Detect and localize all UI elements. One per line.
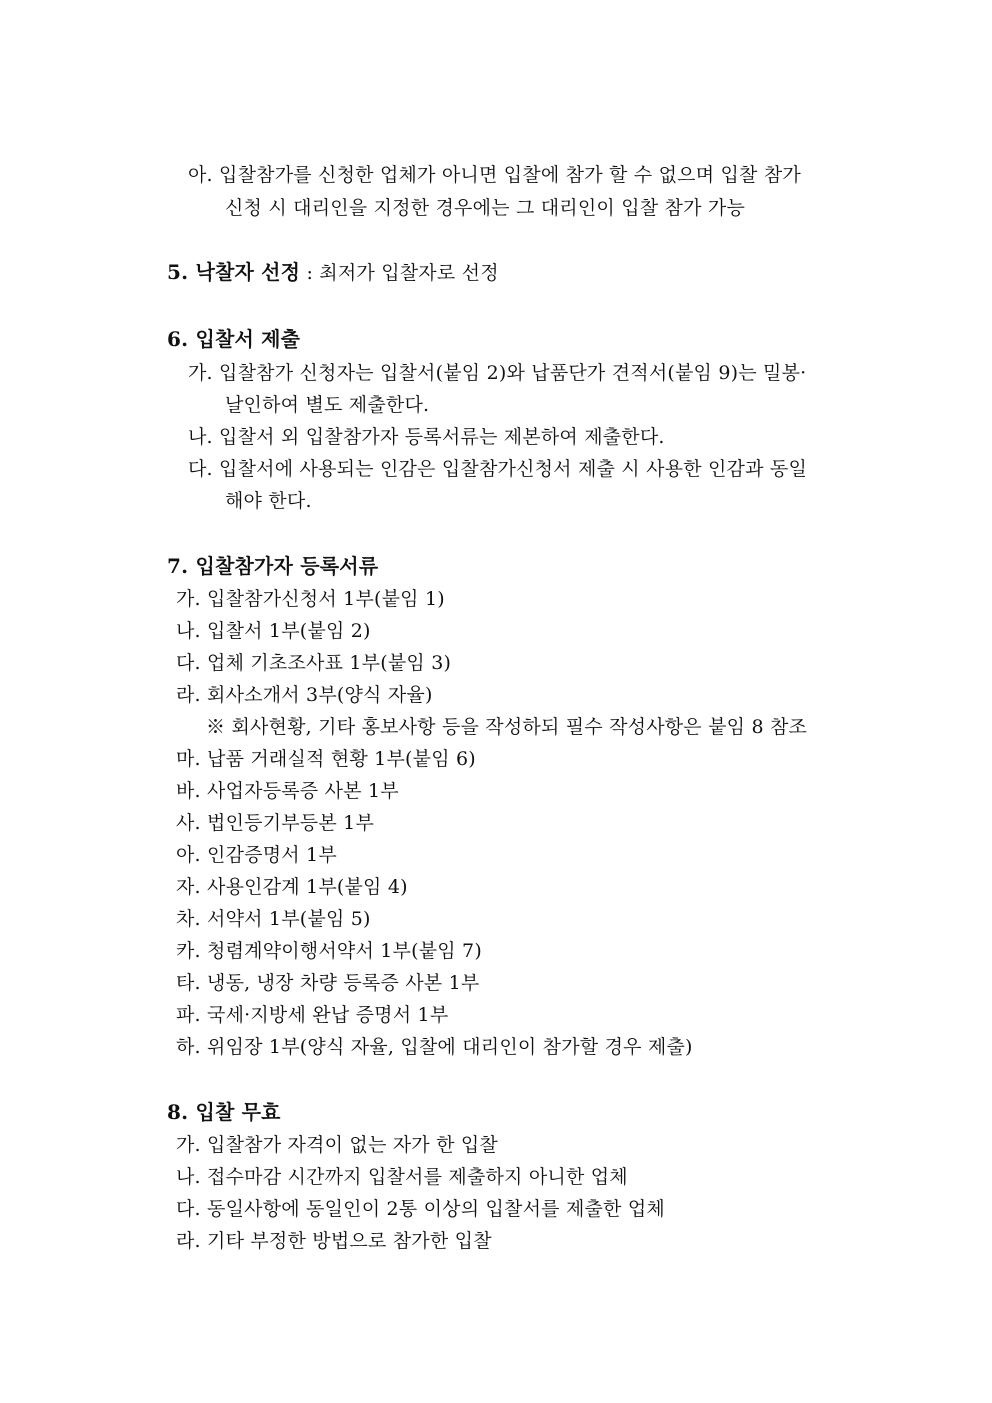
section-7-item: 바. 사업자등록증 사본 1부 <box>176 780 399 802</box>
section-7-item: 타. 냉동, 냉장 차량 등록증 사본 1부 <box>176 972 480 994</box>
section-7-item: 마. 납품 거래실적 현황 1부(붙임 6) <box>176 748 476 770</box>
section-5-note: : 최저가 입찰자로 선정 <box>300 262 499 284</box>
section-7-item: 하. 위임장 1부(양식 자율, 입찰에 대리인이 참가할 경우 제출) <box>176 1036 693 1058</box>
section-7-item: 다. 업체 기초조사표 1부(붙임 3) <box>176 652 452 674</box>
section-7-item: 아. 인감증명서 1부 <box>176 844 337 866</box>
section-6-title: 6. 입찰서 제출 <box>167 327 301 351</box>
section-7-note: ※ 회사현황, 기타 홍보사항 등을 작성하되 필수 작성사항은 붙임 8 참조 <box>206 716 808 738</box>
section-8-item: 나. 접수마감 시간까지 입찰서를 제출하지 아니한 업체 <box>176 1166 628 1188</box>
section-6-item-c-cont: 해야 한다. <box>225 490 312 512</box>
section-7-item: 사. 법인등기부등본 1부 <box>176 812 374 834</box>
item-a-line-2: 신청 시 대리인을 지정한 경우에는 그 대리인이 입찰 참가 가능 <box>225 197 746 219</box>
section-7-item: 자. 사용인감계 1부(붙임 4) <box>176 876 408 898</box>
section-6-item-c: 다. 입찰서에 사용되는 인감은 입찰참가신청서 제출 시 사용한 인감과 동일 <box>188 458 808 480</box>
section-5-heading <box>167 258 499 287</box>
section-6-item-a: 가. 입찰참가 신청자는 입찰서(붙임 2)와 납품단가 견적서(붙임 9)는 밀봉· <box>188 362 807 384</box>
section-7-item: 카. 청렴계약이행서약서 1부(붙임 7) <box>176 940 482 962</box>
section-6-item-b: 나. 입찰서 외 입찰참가자 등록서류는 제본하여 제출한다. <box>188 426 665 448</box>
section-5-title: 5. 낙찰자 선정 <box>167 260 301 284</box>
section-8-item: 가. 입찰참가 자격이 없는 자가 한 입찰 <box>176 1134 498 1156</box>
section-7-item: 차. 서약서 1부(붙임 5) <box>176 908 371 930</box>
section-7-item: 가. 입찰참가신청서 1부(붙임 1) <box>176 588 445 610</box>
section-6-item-a-cont: 날인하여 별도 제출한다. <box>225 394 430 416</box>
section-7-item: 라. 회사소개서 3부(양식 자율) <box>176 684 433 706</box>
section-7-item: 파. 국세·지방세 완납 증명서 1부 <box>176 1004 449 1026</box>
section-8-item: 다. 동일사항에 동일인이 2통 이상의 입찰서를 제출한 업체 <box>176 1198 665 1220</box>
section-8-item: 라. 기타 부정한 방법으로 참가한 입찰 <box>176 1230 492 1252</box>
section-8-title: 8. 입찰 무효 <box>167 1100 281 1124</box>
section-7-item: 나. 입찰서 1부(붙임 2) <box>176 620 371 642</box>
section-7-title: 7. 입찰참가자 등록서류 <box>167 554 379 578</box>
item-a-line-1: 아. 입찰참가를 신청한 업체가 아니면 입찰에 참가 할 수 없으며 입찰 참가 <box>188 164 801 186</box>
